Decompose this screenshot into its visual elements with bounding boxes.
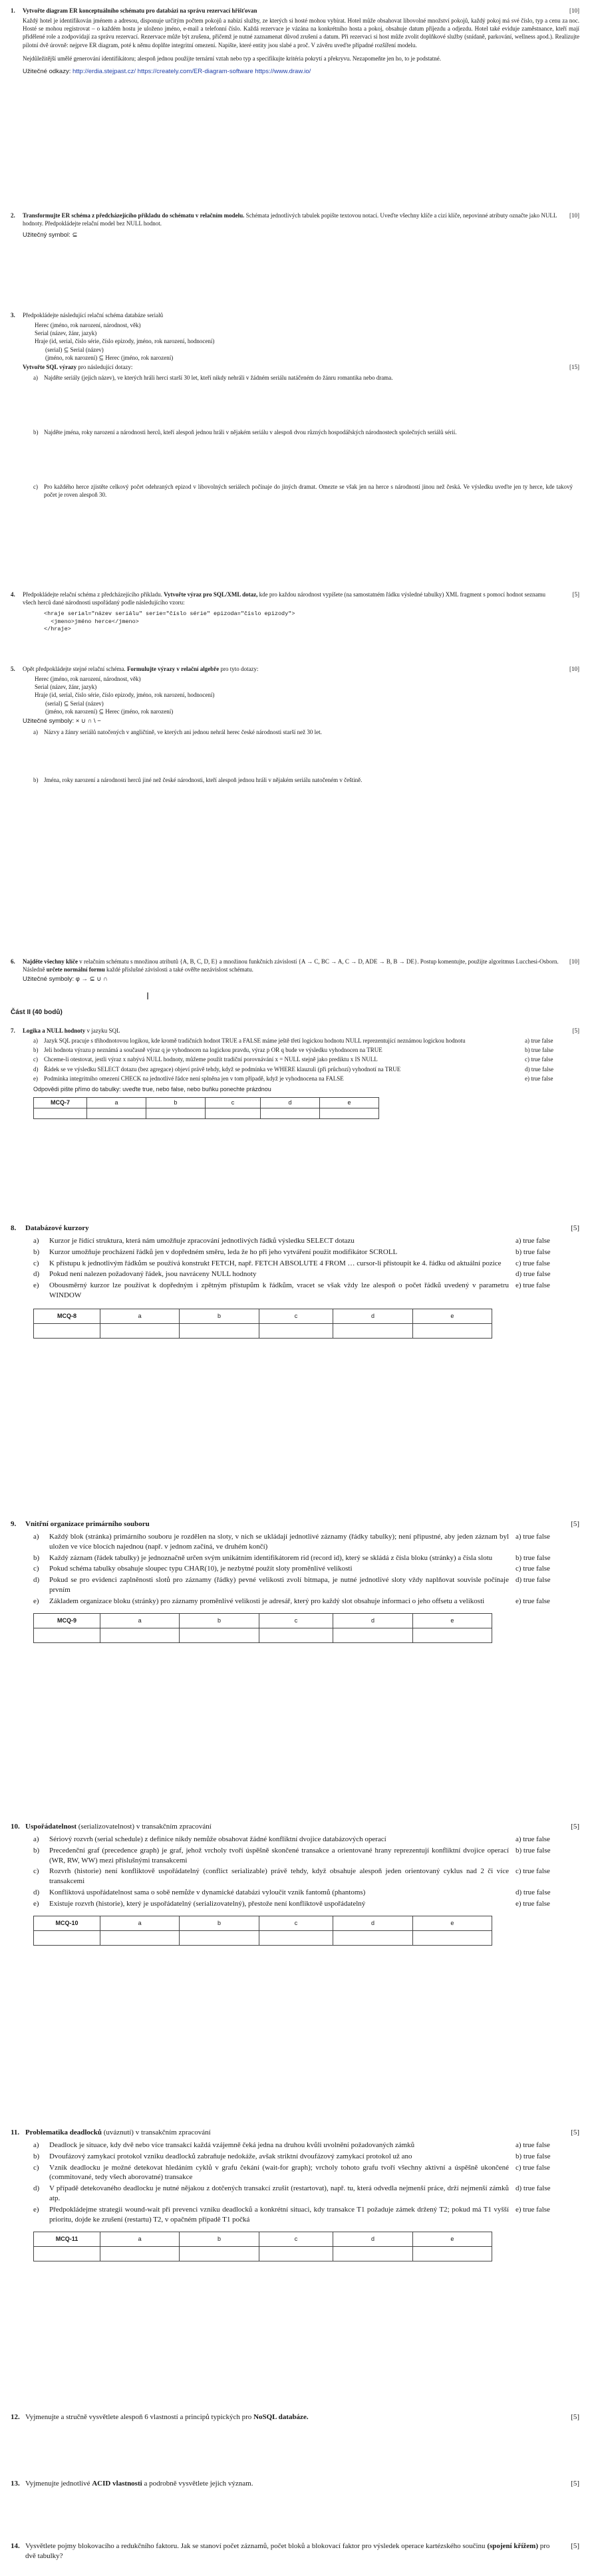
answer-cell[interactable] <box>180 1930 259 1945</box>
list-item: b) Jeli hodnota výrazu p neznámá a současně výraz q je vyhodnocen na logickou pravdu, výraz p OR q bude ve výsledku vyhodnocen na TRUE b) true false <box>33 1046 579 1054</box>
useful-links: Užitečné odkazy: http://erdia.stejpast.cz/ https://creately.com/ER-diagram-software https://www.draw.io/ <box>23 67 311 75</box>
table-label: MCQ-9 <box>34 1613 100 1628</box>
question-number: 6. <box>11 958 15 965</box>
question-points: [5] <box>571 1224 579 1232</box>
answer-cell[interactable] <box>180 2246 259 2261</box>
true-false-option[interactable]: c) true false <box>516 1259 550 1267</box>
true-false-option[interactable]: c) true false <box>516 1565 550 1573</box>
table-header: d <box>261 1097 320 1108</box>
question-points: [10] <box>569 7 579 14</box>
list-item: d) Řádek se ve výsledku SELECT dotazu (bez agregace) objeví právě tehdy, když se podmínka ve WHERE klauzuli (při průchozí) vyhodnotí na TRUE d) true false <box>33 1065 579 1073</box>
question-title: Vnitřní organizace primárního souboru <box>25 1520 150 1528</box>
schema-line: (serial) ⊆ Serial (název) <box>45 700 104 707</box>
answer-cell[interactable] <box>100 2246 180 2261</box>
question-11 <box>11 2128 579 2261</box>
question-number: 10. <box>11 1823 20 1831</box>
list-item: a) Kurzor je řídící struktura, která nám umožňuje zpracování jednotlivých řádků výsledku SELECT dotazu a) true false <box>33 1236 579 1246</box>
question-title: Předpokládejte následující relační schéma databáze serialů <box>23 312 164 319</box>
list-item: b) Jména, roky narození a národnosti herců jiné než české národnosti, kteří alespoň jednou hráli v nějakém seriálu natočeném v češtině. <box>33 776 363 783</box>
schema-line: (serial) ⊆ Serial (název) <box>45 346 104 353</box>
question-number: 3. <box>11 312 15 319</box>
answer-cell[interactable] <box>412 1930 492 1945</box>
true-false-option[interactable]: e) true false <box>516 2205 550 2214</box>
true-false-option[interactable]: b) true false <box>516 1846 551 1855</box>
answer-cell[interactable] <box>412 2246 492 2261</box>
question-12 <box>11 2412 579 2422</box>
table-header: c <box>259 1916 333 1930</box>
list-item: b) Kurzor umožňuje procházení řádků jen v dopředném směru, leda že ho při jeho vytváření použit modifikátor SCROLL b) true false <box>33 1247 579 1257</box>
schema-line: (jméno, rok narození) ⊆ Herec (jméno, rok narození) <box>45 708 174 715</box>
question-points: [5] <box>572 591 579 598</box>
true-false-option[interactable]: c) true false <box>516 1867 550 1876</box>
schema-line: Serial (název, žánr, jazyk) <box>35 684 97 691</box>
list-item: e) Předpokládejme strategii wound-wait při prevenci vzniku deadlocků a konkrétní situaci, kdy transakce T1 požaduje zámek držený T2; pokud má T1 vyšší prioritu, dojde ke zrušení (restartu) T2, v opačném případě T1 počká e) true false <box>33 2205 579 2225</box>
question-points: [10] <box>569 666 579 672</box>
list-item: a) Najděte seriály (jejich název), ve kterých hráli herci starší 30 let, kteří nikdy nehráli v žádném seriálu natáčeném do žánru romantika nebo drama. <box>33 374 393 381</box>
answer-cell[interactable] <box>333 1930 412 1945</box>
list-item: e) Existuje rozvrh (historie), který je uspořádatelný (serializovatelný), přestože není konfliktově uspořádatelný e) true false <box>33 1899 579 1909</box>
question-title: Opět předpokládejte stejné relační schéma. Formulujte výrazy v relační algebře pro tyto dotazy: <box>23 666 259 672</box>
list-item: d) Pokud není nalezen požadovaný řádek, jsou navráceny NULL hodnoty d) true false <box>33 1269 579 1279</box>
useful-symbols: Užitečné symboly: × ∪ ∩ \ − <box>23 717 101 725</box>
xml-template: <hraje serial="název seriálu" serie="číslo série" epizoda="číslo epizody"> <jmeno>jméno herce</jmeno> </hraje> <box>44 610 295 633</box>
schema-line: Hraje (id, serial, číslo série, číslo epizody, jméno, rok narození, hodnocení) <box>35 692 215 699</box>
true-false-option[interactable]: d) true false <box>525 1065 553 1073</box>
table-header: e <box>412 1613 492 1628</box>
true-false-option[interactable]: b) true false <box>516 1247 551 1256</box>
list-item: b) Dvoufázový zamykací protokol vzniku deadlocků zabraňuje nedokáže, avšak striktní dvoufázový zamykací protokol už ano b) true false <box>33 2152 579 2162</box>
useful-symbols: Užitečný symbol: ⊆ <box>23 231 78 239</box>
answer-cell[interactable] <box>333 1628 412 1642</box>
true-false-option[interactable]: a) true false <box>516 2140 550 2149</box>
table-label: MCQ-8 <box>34 1309 100 1323</box>
question-title: Transformujte ER schéma z předcházejícího příkladu do schématu v relačním modelu. Schémata jednotlivých tabulek popište textovou notací. Uveďte všechny klíče a cizí klíče, nepovinné atributy označte jako NULL hodnoty. Předpokládejte relační model bez NULL hodnot. <box>23 212 557 227</box>
table-header: c <box>205 1097 260 1108</box>
table-header: d <box>333 1916 412 1930</box>
table-header: e <box>412 2232 492 2246</box>
table-header: d <box>333 1613 412 1628</box>
question-number: 9. <box>11 1520 17 1528</box>
list-item: b) Precedenční graf (precedence graph) je graf, jehož vrcholy tvoří úspěšně skončené transakce a orientované hrany reprezentují konfliktní dvojice operací (WR, RW, WW) mezi příslušnými transakcemi b) true false <box>33 1846 579 1866</box>
answer-cell[interactable] <box>259 1628 333 1642</box>
question-number: 4. <box>11 591 15 598</box>
true-false-option[interactable]: d) true false <box>516 1270 551 1279</box>
question-1 <box>11 7 579 76</box>
table-header: b <box>180 1309 259 1323</box>
question-8 <box>11 1224 579 1339</box>
table-header: a <box>100 1613 180 1628</box>
list-item: d) V případě detekovaného deadlocku je nutné nějakou z dotčených transakcí zrušit (restartovat), např. tu, která odvedla nejmenší práce, drží nejmenší zámků atp. d) true false <box>33 2184 579 2204</box>
question-13 <box>11 2479 579 2489</box>
table-header: b <box>180 1613 259 1628</box>
answer-table <box>33 1097 379 1119</box>
table-header: d <box>333 1309 412 1323</box>
question-number: 13. <box>11 2480 20 2488</box>
true-false-option[interactable]: b) true false <box>516 2152 551 2160</box>
list-item: e) Základem organizace bloku (stránky) pro záznamy proměnlivé velikosti je adresář, který pro každý slot obsahuje informaci o jeho offsetu a velikosti e) true false <box>33 1597 579 1607</box>
link-drawio[interactable]: https://www.draw.io/ <box>255 67 311 75</box>
true-false-option[interactable]: e) true false <box>516 1899 550 1908</box>
list-item: a) Deadlock je situace, kdy dvě nebo více transakcí každá vzájemně čeká jedna na druhou kvůli uvolnění požadovaných zámků a) true false <box>33 2140 579 2150</box>
table-header: c <box>259 2232 333 2246</box>
question-number: 1. <box>11 7 15 14</box>
table-label: MCQ-7 <box>34 1097 87 1108</box>
answer-cell[interactable] <box>100 1323 180 1338</box>
question-title: Uspořádatelnost (serializovatelnost) v transakčním zpracování <box>25 1823 212 1831</box>
question-points: [5] <box>571 2480 579 2488</box>
question-points: [5] <box>571 2542 579 2550</box>
table-header: d <box>333 2232 412 2246</box>
table-header: e <box>412 1309 492 1323</box>
question-number: 8. <box>11 1224 17 1232</box>
table-label: MCQ-11 <box>34 2232 100 2246</box>
question-2 <box>11 211 579 240</box>
table-header: a <box>100 2232 180 2246</box>
text-cursor-icon: I <box>146 991 150 1002</box>
true-false-option[interactable]: e) true false <box>516 1281 550 1290</box>
answer-cell[interactable] <box>320 1108 379 1118</box>
list-item: a) Jazyk SQL pracuje s třihodnotovou logikou, kde kromě tradičních hodnot TRUE a FALSE máme ještě třetí logickou hodnotu NULL reprezentující neznámou logickou hodnotu a) true false <box>33 1037 579 1045</box>
list-item: b) Najděte jména, roky narození a národnosti herců, kteří alespoň jednou hráli v nějakém seriálu v alespoň dvou různých hospodářských národnostech společných seriálů sérií. <box>33 428 457 436</box>
list-item: c) Chceme-li otestovat, jestli výraz x nabývá NULL hodnoty, můžeme použít tradiční porovnávání x = NULL stejně jako prediktu x IS NULL c) true false <box>33 1055 579 1063</box>
answer-cell[interactable] <box>333 1323 412 1338</box>
question-number: 14. <box>11 2542 20 2550</box>
table-header: c <box>259 1613 333 1628</box>
question-3 <box>11 311 579 500</box>
answer-cell[interactable] <box>259 1323 333 1338</box>
true-false-option[interactable]: e) true false <box>516 1597 550 1605</box>
true-false-option[interactable]: a) true false <box>516 1532 550 1541</box>
list-item: a) Sériový rozvrh (serial schedule) z definice nikdy nemůže obsahovat žádné konfliktní dvojice databázových operací a) true false <box>33 1835 579 1845</box>
question-7 <box>11 1027 579 1119</box>
list-item: b) Každý záznam (řádek tabulky) je jednoznačně určen svým unikátním identifikátorem rid (record id), který se skládá z čísla bloku (stránky) a čísla slotu b) true false <box>33 1553 579 1563</box>
answer-cell[interactable] <box>87 1108 146 1118</box>
table-header: c <box>259 1309 333 1323</box>
question-points: [5] <box>571 1520 579 1528</box>
useful-symbols: Užitečné symboly: φ → ⊆ ∪ ∩ <box>23 975 108 983</box>
answer-cell[interactable] <box>259 2246 333 2261</box>
question-4 <box>11 590 579 634</box>
link-erdia[interactable]: http://erdia.stejpast.cz/ <box>72 67 136 75</box>
question-points: [10] <box>569 212 579 219</box>
table-header: b <box>146 1097 205 1108</box>
list-item: c) Rozvrh (historie) není konfliktově uspořádatelný (conflict serializable) právě tehdy, když obsahuje alespoň jeden orientovaný cyklus nad 2 či více transakcemi c) true false <box>33 1867 579 1886</box>
question-10 <box>11 1822 579 1946</box>
part-2-heading: Část II (40 bodů) <box>11 1009 63 1016</box>
question-title: Vytvořte diagram ER konceptuálního schématu pro databázi na správu rezervací hřišťovan <box>23 7 257 14</box>
question-title: Předpokládejte relační schéma z předcházejícího příkladu. Vytvořte výraz pro SQL/XML dotaz, kde pro každou národnost vypíšete (na samostatném řádku výsledné tabulky) XML fragment s pomocí hodnot seznamu všech herců dané národnosti uspořádaný podle následujícího vzoru: <box>23 591 545 606</box>
answer-cell[interactable] <box>333 2246 412 2261</box>
answer-cell[interactable] <box>146 1108 205 1118</box>
question-note: Nejdůležitější umělé generování identifikátoru; alespoň jednou použijte ternární vztah nebo typ a specifikujte kritéria pokrytí a překryvu. Nezapomeňte jen ho, to je podstatné. <box>23 55 442 62</box>
schema-line: (jméno, rok narození) ⊆ Herec (jméno, rok narození) <box>45 354 174 361</box>
true-false-option[interactable]: d) true false <box>516 1576 551 1585</box>
answer-cell[interactable] <box>412 1323 492 1338</box>
question-title: Problematika deadlocků (uváznutí) v transakčním zpracování <box>25 2128 211 2136</box>
question-points: [5] <box>571 2413 579 2421</box>
answer-hint: Odpovědi pište přímo do tabulky: uveďte true, nebo false, nebo buňku ponechte prázdnou <box>33 1085 271 1093</box>
question-9 <box>11 1519 579 1643</box>
question-number: 11. <box>11 2128 20 2136</box>
question-title: Vyjmenujte a stručně vysvětlete alespoň 6 vlastností a principů typických pro NoSQL databáze. <box>25 2413 309 2421</box>
list-item: c) Pro každého herce zjistěte celkový počet odehraných epizod v libovolných seriálech počínaje do jiných dramat. Omezte se však jen na herce s národností jinou než česká. Ve výsledku uveďte jen ty herce, kde takový počet je roven alespoň 30. <box>33 483 573 499</box>
true-false-option[interactable]: d) true false <box>516 1888 551 1897</box>
schema-line: Serial (název, žánr, jazyk) <box>35 330 97 337</box>
true-false-option[interactable]: a) true false <box>516 1236 550 1245</box>
answer-cell[interactable] <box>180 1323 259 1338</box>
list-item: e) Podmínka integritního omezení CHECK na jednotlivé řádce není splněna jen v tom případě, když je vyhodnocena na FALSE e) true false <box>33 1075 579 1083</box>
question-5 <box>11 665 579 785</box>
question-14 <box>11 2541 579 2561</box>
question-number: 7. <box>11 1027 15 1034</box>
answer-table <box>33 2232 492 2261</box>
answer-cell[interactable] <box>259 1930 333 1945</box>
table-label: MCQ-10 <box>34 1916 100 1930</box>
table-header: b <box>180 1916 259 1930</box>
table-header: a <box>100 1916 180 1930</box>
question-title: Logika a NULL hodnoty v jazyku SQL <box>23 1027 120 1034</box>
list-item: d) Pokud se pro evidenci zaplněnosti slotů pro záznamy (řádky) pevné velikosti zvolí bitmapa, je nutné jednotlivé sloty vždy naplňovat souvisle počínaje prvním d) true false <box>33 1575 579 1595</box>
relational-schema <box>35 675 579 715</box>
schema-line: Herec (jméno, rok narození, národnost, věk) <box>35 676 141 683</box>
answer-cell[interactable] <box>261 1108 320 1118</box>
question-title: Vysvětlete pojmy blokovacího a redukčního faktoru. Jak se stanoví počet záznamů, počet bloků a blokovací faktor pro výsledek operace kartézského součinu (spojení křížem) pro dvě tabulky? <box>25 2542 550 2560</box>
answer-cell[interactable] <box>100 1930 180 1945</box>
answer-cell[interactable] <box>412 1628 492 1642</box>
answer-table <box>33 1916 492 1946</box>
true-false-option[interactable]: c) true false <box>516 2163 550 2172</box>
question-number: 5. <box>11 666 15 672</box>
true-false-option[interactable]: d) true false <box>516 2184 551 2193</box>
question-points: [5] <box>571 2128 579 2136</box>
list-item: d) Konfliktová uspořádatelnost sama o sobě nemůže v dynamické databázi vyloučit vznik fantomů (phantoms) d) true false <box>33 1888 579 1898</box>
schema-line: Herec (jméno, rok narození, národnost, věk) <box>35 322 141 329</box>
true-false-option[interactable]: b) true false <box>516 1553 551 1562</box>
question-points: [10] <box>569 958 579 965</box>
question-6 <box>11 958 579 984</box>
table-header: e <box>320 1097 379 1108</box>
table-header: e <box>412 1916 492 1930</box>
true-false-option[interactable]: b) true false <box>525 1047 553 1054</box>
true-false-option[interactable]: a) true false <box>516 1835 550 1843</box>
question-number: 12. <box>11 2413 20 2421</box>
answer-cell[interactable] <box>180 1628 259 1642</box>
answer-table <box>33 1309 492 1339</box>
question-title: Vyjmenujte jednotlivé ACID vlastnosti a podrobně vysvětlete jejich význam. <box>25 2480 253 2488</box>
true-false-option[interactable]: a) true false <box>525 1037 553 1045</box>
list-item: c) Vznik deadlocku je možné detekovat hledáním cyklů v grafu čekání (wait-for graph); vrcholy tohoto grafu tvoří všechny aktivní a úspěšně ukončené (commitované, tedy všech aborovatné) transakce c) true false <box>33 2163 579 2183</box>
question-title: Najděte všechny klíče v relačním schématu s množinou atributů {A, B, C, D, E} a množinou funkčních závislostí {A → C, BC → A, C → D, ADE → B, B → DE}. Postup komentujte, použijte algoritmus Lucchesi-Osborn. Následně určete normální formu každé příslušné závislosti a také ověřte nezávislost schématu. <box>23 958 559 973</box>
question-points: [15] <box>569 363 579 370</box>
true-false-option[interactable]: c) true false <box>525 1056 553 1063</box>
list-item: c) Pokud schéma tabulky obsahuje sloupec typu CHAR(10), je nezbytné použít sloty proměnlivé velikosti c) true false <box>33 1564 579 1574</box>
list-item: a) Každý blok (stránka) primárního souboru je rozdělen na sloty, v nich se ukládají jednotlivé záznamy (řádky tabulky); není připustné, aby jeden záznam byl uložen ve více blocích najednou (např. v jednom začíná, ve druhém končí) a) true false <box>33 1532 579 1552</box>
true-false-option[interactable]: e) true false <box>525 1075 553 1082</box>
question-body: Každý hotel je identifikován jménem a adresou, disponuje určitým počtem pokojů a nabízí služby, ze kterých si hosté mohou vybírat. Hotel může obsahovat libovolné množství pokojů, každý pokoj má své číslo, typ a cenu za noc. Hosté se mohou registrovat – o každém hostu je uloženo jméno, e-mail a telefonní číslo. Každá rezervace je vázána na konkrétního hosta a pokoj, obsahuje datum příjezdu a odjezdu. Hotel také eviduje zaměstnance, kteří mají přidělené role a zodpovídají za správu rezervací. Rezervace může být zrušena, přičemž je nutné zaznamenat důvod zrušení a datum. Při rezervaci si host může zvolit doplňkové služby (snídaně, parkování, wellness apod.). Realizujte pilotní dvě úrovně: nejprve ER diagram, poté k němu doplňte integritní omezení. Napište, které entity jsou slabé a proč. V závěru uveďte případné rozšíření modelu. <box>23 17 579 49</box>
table-header: a <box>87 1097 146 1108</box>
relational-schema <box>35 321 579 362</box>
answer-table <box>33 1613 492 1643</box>
list-item: c) K přístupu k jednotlivým řádkům se používá konstrukt FETCH, např. FETCH ABSOLUTE 4 FROM … cursor-li přístoupit ke 4. řádku od aktuální pozice c) true false <box>33 1259 579 1269</box>
table-header: b <box>180 2232 259 2246</box>
link-creately[interactable]: https://creately.com/ER-diagram-software <box>137 67 253 75</box>
answer-cell[interactable] <box>100 1628 180 1642</box>
list-item: a) Názvy a žánry seriálů natočených v angličtině, ve kterých ani jednou nehrál herec české národnosti starší než 30 let. <box>33 728 322 735</box>
list-item: e) Obousměrný kurzor lze používat k dopředným i zpětným přístupům k řádkům, vracet se však vždy lze alespoň o počet řádků uvedený v parametru WINDOW e) true false <box>33 1281 579 1301</box>
question-title: Databázové kurzory <box>25 1224 89 1232</box>
question-points: [5] <box>571 1823 579 1831</box>
schema-line: Hraje (id, serial, číslo série, číslo epizody, jméno, rok narození, hodnocení) <box>35 338 215 345</box>
question-number: 2. <box>11 212 15 219</box>
question-points: [5] <box>572 1027 579 1034</box>
table-header: a <box>100 1309 180 1323</box>
answer-cell[interactable] <box>205 1108 260 1118</box>
sql-task-title: Vytvořte SQL výrazy pro následující dotazy: <box>23 363 133 370</box>
